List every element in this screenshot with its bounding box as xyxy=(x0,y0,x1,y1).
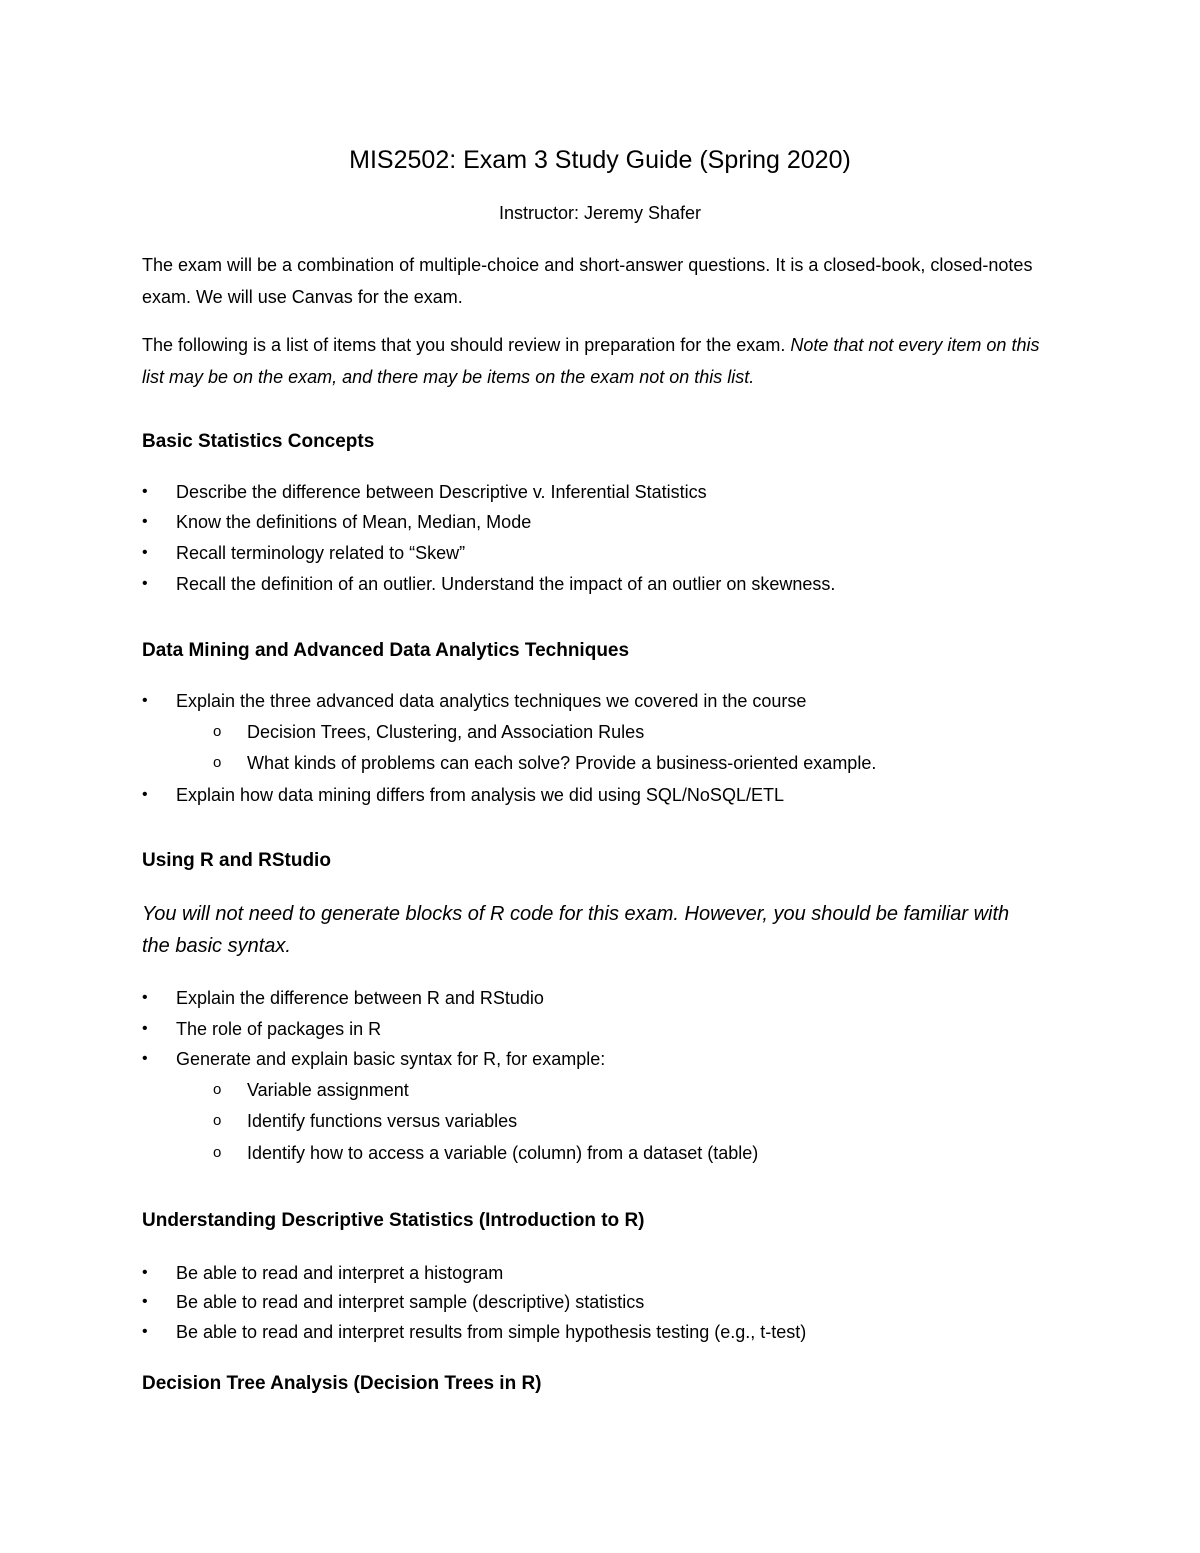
intro-paragraph-2-note: Note that not every item on this list may be on the exam, and there may be items on the exam not on this list. xyxy=(142,335,1040,387)
section-heading-using-r: Using R and RStudio xyxy=(142,850,331,871)
bullet-icon: • xyxy=(142,786,148,803)
bullet-icon: • xyxy=(142,483,148,500)
document-title: MIS2502: Exam 3 Study Guide (Spring 2020) xyxy=(349,146,851,174)
bullet-icon: • xyxy=(142,1293,148,1310)
intro-paragraph-1: The exam will be a combination of multiple-choice and short-answer questions. It is a closed-book, closed-notes exam. We will use Canvas for the exam. xyxy=(142,255,1033,307)
circle-bullet-icon: o xyxy=(213,754,222,771)
circle-bullet-icon: o xyxy=(213,1081,222,1098)
circle-bullet-icon: o xyxy=(213,723,222,740)
section-heading-data-mining: Data Mining and Advanced Data Analytics Techniques xyxy=(142,640,630,661)
section-lead-note: You will not need to generate blocks of R code for this exam. However, you should be familiar with the basic syntax. xyxy=(142,903,1010,957)
bullet-icon: • xyxy=(142,989,148,1006)
intro-paragraph-2-text: The following is a list of items that you should review in preparation for the exam. xyxy=(142,335,791,355)
bullet-icon: • xyxy=(142,1050,148,1067)
bullet-icon: • xyxy=(142,575,148,592)
bullet-icon: • xyxy=(142,1323,148,1340)
bullet-icon: • xyxy=(142,513,148,530)
bullet-icon: • xyxy=(142,1264,148,1281)
circle-bullet-icon: o xyxy=(213,1144,222,1161)
intro-paragraph-2 xyxy=(142,329,1042,393)
bullet-icon: • xyxy=(142,544,148,561)
section-heading-basic-statistics: Basic Statistics Concepts xyxy=(142,431,375,452)
document-page: MIS2502: Exam 3 Study Guide (Spring 2020) Instructor: Jeremy Shafer The exam will be a combination of multiple-choice and short-answer questions. It is a closed-book, closed-notes exam. We will use Canvas for the exam. The following is a list of items that you should review in preparation for the exam. Note that not every item on this list may be on the exam, and there may be items on the exam not on this list. Basic Statistics Concepts • Describe the difference between Descriptive v. Inferential Statistics • Know the definitions of Mean, Median, Mode • Recall terminology related to “Skew” • Recall the definition of an outlier. Understand the impact of an outlier on skewness. Data Mining and Advanced Data Analytics Techniques • Explain the three advanced data analytics techniques we covered in the course o Decision Trees, Clustering, and Association Rules o What kinds of problems can each solve? Provide a business-oriented example. • Explain how data mining differs from analysis we did using SQL/NoSQL/ETL Using R and RStudio You will not need to generate blocks of R code for this exam. However, you should be familiar with the basic syntax. • Explain the difference between R and RStudio • The role of packages in R • Generate and explain basic syntax for R, for example: o Variable assignment o Identify functions versus variables o Identify how to access a variable (column) from a dataset (table) Understanding Descriptive Statistics (Introduction to R) • Be able to read and interpret a histogram • Be able to read and interpret sample (descriptive) statistics • Be able to read and interpret results from simple hypothesis testing (e.g., t-test) Decision Tree Analysis (Decision Trees in R) xyxy=(0,0,1200,1553)
bullet-icon: • xyxy=(142,1020,148,1037)
section-heading-descriptive-statistics: Understanding Descriptive Statistics (Introduction to R) xyxy=(142,1210,645,1231)
instructor-line: Instructor: Jeremy Shafer xyxy=(498,203,702,223)
circle-bullet-icon: o xyxy=(213,1112,222,1129)
bullet-icon: • xyxy=(142,692,148,709)
section-heading-decision-tree: Decision Tree Analysis (Decision Trees in R) xyxy=(142,1373,542,1394)
